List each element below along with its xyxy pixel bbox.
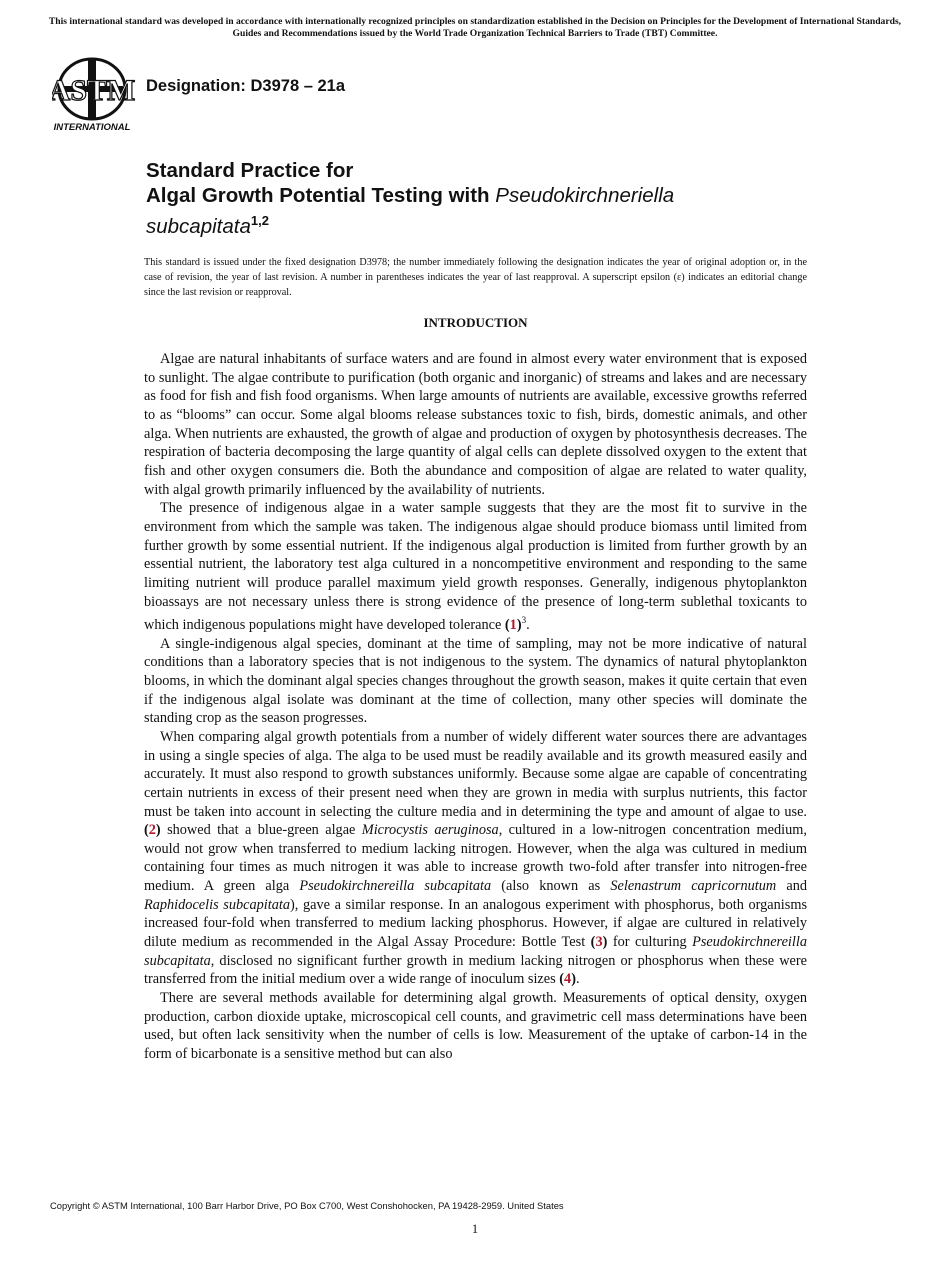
wto-disclaimer: This international standard was developed in accordance with internationally recognized principles on standardization established in the Decision on Principles for the Development of International Standards, Guides and Recommendations issued by the World Trade Organization Technical Barriers to Trade (TBT) Committee. (48, 16, 902, 39)
reference-link-3[interactable]: 3 (595, 934, 603, 951)
svg-text:ASTM: ASTM (52, 74, 136, 107)
reference-link-4[interactable]: 4 (564, 971, 572, 988)
astm-logo (52, 56, 136, 132)
introduction-body (144, 350, 807, 1064)
intro-paragraph-3: A single-indigenous algal species, dominant at the time of sampling, may not be more indicative of natural conditions than a laboratory species that is not indigenous to the system. The dynamics of natural phytoplankton blooms, in which the dominant algal species changes throughout the growth season, makes it quite certain that even if the indigenous algal isolate was dominant at the time of collection, many other species will dominate the standing crop as the season progresses. (144, 635, 807, 727)
reference-link-1[interactable]: 1 (509, 616, 517, 633)
intro-paragraph-5: There are several methods available for determining algal growth. Measurements of optical density, oxygen production, carbon dioxide uptake, microscopical cell counts, and gravimetric cell mass determinations have been used, but often lack sensitivity when the number of cells is low. Measurement of the uptake of carbon-14 in the form of bicarbonate is a sensitive method but can also (144, 990, 807, 1063)
designation: Designation: D3978 – 21a (146, 77, 345, 95)
standard-note: This standard is issued under the fixed designation D3978; the number immediately following the designation indicates the year of original adoption or, in the case of revision, the year of last revision. A number in parentheses indicates the year of last reapproval. A superscript epsilon (ε) indicates an editorial change since the last revision or reapproval. (144, 257, 807, 298)
title-footnote-marks: 1,2 (250, 213, 269, 228)
intro-paragraph-4: When comparing algal growth potentials from a number of widely different water sources there are advantages in using a single species of alga. The alga to be used must be readily available and its growth measured easily and accurately. It must also respond to growth substances uniformly. Because some algae are capable of concentrating certain nutrients in excess of their present need when they are grown in media with surplus nutrients, this factor must be taken into account in selecting the culture media and in determining the type and amount of algae to use. (2) showed that a blue-green algae Microcystis aeruginosa, cultured in a low-nitrogen concentration medium, would not grow when transferred to medium lacking nitrogen. However, when the alga was cultured in medium containing four times as much nitrogen it was able to increase growth two-fold after transfer into nitrogen-free medium. A green alga Pseudokirchnereilla subcapitata (also known as Selenastrum capricornutum and Raphidocelis subcapitata), gave a similar response. In an analogous experiment with phosphorus, both organisms increased four-fold when transferred to medium lacking phosphorus. However, if algae are cultured in relatively dilute medium as recommended in the Algal Assay Procedure: Bottle Test (3) for culturing Pseudokirchnereilla subcapitata, disclosed no significant further growth in medium lacking nitrogen or phosphorus when these were transferred from the initial medium over a wide range of inoculum sizes (4). (144, 728, 808, 988)
logo-text: INTERNATIONAL (53, 122, 131, 132)
reference-link-2[interactable]: 2 (148, 822, 156, 839)
page-number: 1 (471, 1222, 479, 1236)
introduction-heading: INTRODUCTION (423, 315, 528, 330)
copyright-notice: Copyright © ASTM International, 100 Barr Harbor Drive, PO Box C700, West Conshohocken, PA 19428-2959. United States (50, 1200, 564, 1211)
title-line-3: subcapitata$^{1,2}$ (146, 213, 269, 238)
intro-paragraph-2: The presence of indigenous algae in a water sample suggests that they are the most fit to survive in the environment from which the sample was taken. The indigenous algae should produce biomass until limited from further growth by some essential nutrient. If the indigenous algal production is limited from further growth by an essential nutrient, the laboratory test alga cultured in a noncompetitive environment and responding to the same limiting nutrient will produce parallel maximum yield growth responses. Generally, indigenous phytoplankton bioassays are not necessary unless there is strong evidence of the presence of long-term sublethal toxicants to which indigenous populations might have developed tolerance $(1)^3$. (144, 500, 807, 633)
title-line-2: Algal Growth Potential Testing with Pseudokirchneriella (146, 184, 675, 207)
intro-paragraph-1: Algae are natural inhabitants of surface waters and are found in almost every water environment that is exposed to sunlight. The algae contribute to purification (both organic and inorganic) of streams and lakes and are necessary as food for fish and fish food organisms. When large amounts of nutrients are available, excessive growths referred to as “blooms” can occur. Some algal blooms release substances toxic to fish, birds, domestic animals, and other alga. When nutrients are exhausted, the growth of algae and production of oxygen by photosynthesis decreases. The respiration of bacteria decomposing the large quantity of algal cells can deplete dissolved oxygen to the extent that fish and other oxygen consumers die. Both the abundance and composition of algae are related to water quality, with algal growth primarily influenced by the availability of nutrients. (144, 351, 807, 498)
title-line-1: Standard Practice for (146, 159, 354, 182)
document-title (146, 158, 846, 239)
